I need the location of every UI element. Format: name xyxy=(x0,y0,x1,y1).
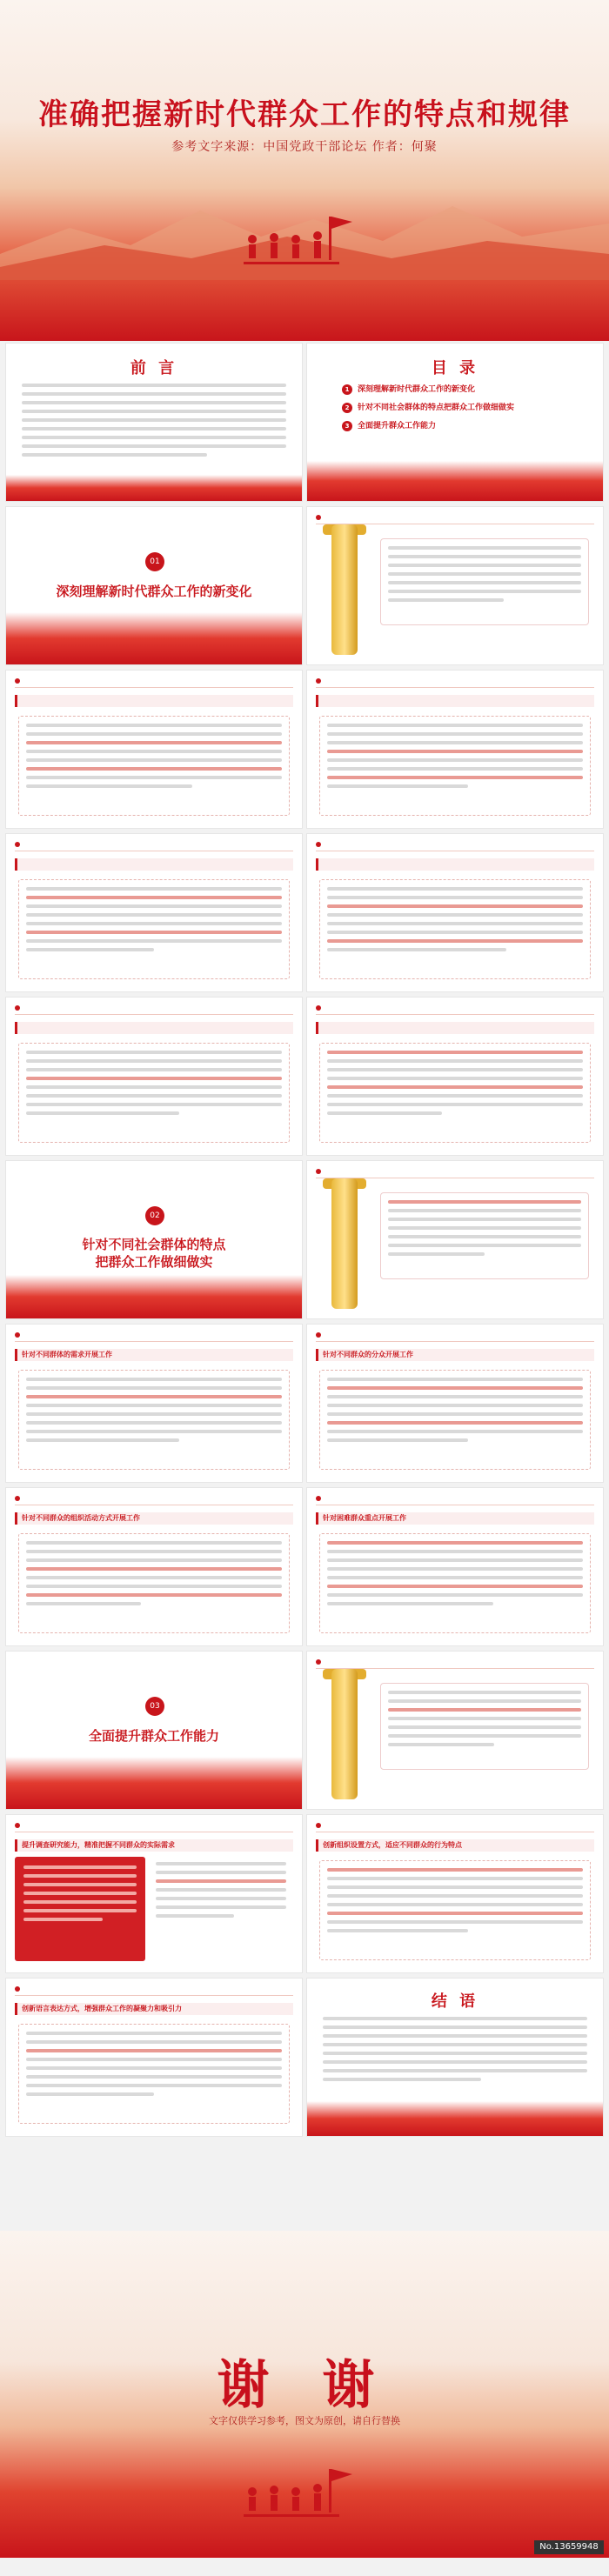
sub-slide-d[interactable] xyxy=(306,1487,604,1646)
runners-flag-icon xyxy=(235,2466,357,2526)
toc-slide[interactable] xyxy=(306,343,604,502)
toc-item-3[interactable]: 3 全面提升群众工作能力 xyxy=(342,422,587,431)
sub-slide-c[interactable] xyxy=(5,1487,303,1646)
section1-badge: 01 xyxy=(145,552,164,571)
pillar-slide-2[interactable] xyxy=(306,1160,604,1319)
sub-f-title: 创新组织设置方式，适应不同群众的行为特点 xyxy=(316,1839,594,1852)
sub-e-title: 提升调查研究能力，精准把握不同群众的实际需求 xyxy=(15,1839,293,1852)
content-slide-6[interactable] xyxy=(306,997,604,1156)
sub-slide-g[interactable] xyxy=(5,1978,303,2137)
runners-flag-icon xyxy=(235,213,357,274)
quote-box xyxy=(380,538,589,625)
conclusion-slide[interactable] xyxy=(306,1978,604,2137)
toc-item-1[interactable]: 1 深刻理解新时代群众工作的新变化 xyxy=(342,385,587,395)
sub-slide-a[interactable] xyxy=(5,1324,303,1483)
preface-slide[interactable] xyxy=(5,343,303,502)
cover-title: 准确把握新时代群众工作的特点和规律 xyxy=(38,97,571,132)
sub-slide-e[interactable] xyxy=(5,1814,303,1973)
thanks-title: 谢 谢 xyxy=(217,2355,392,2416)
pillar-slide[interactable] xyxy=(306,506,604,665)
thanks-slide[interactable] xyxy=(0,2231,609,2558)
section1-title: 深刻理解新时代群众工作的新变化 xyxy=(56,584,252,599)
toc-list xyxy=(342,385,587,440)
sub-g-title: 创新语言表达方式，增强群众工作的凝聚力和吸引力 xyxy=(15,2003,293,2015)
cover-subtitle: 参考文字来源：中国党政干部论坛 作者：何聚 xyxy=(171,140,438,154)
preface-text xyxy=(22,384,286,462)
sub-slide-f[interactable] xyxy=(306,1814,604,1973)
content-slide-5[interactable] xyxy=(5,997,303,1156)
conclusion-title: 结 语 xyxy=(431,1992,479,2011)
section3-title: 全面提升群众工作能力 xyxy=(88,1728,219,1744)
section3-badge: 03 xyxy=(145,1697,164,1716)
content-slide-2[interactable] xyxy=(306,670,604,829)
section3-slide[interactable] xyxy=(5,1651,303,1810)
content-slide-4[interactable] xyxy=(306,833,604,992)
thanks-subtitle: 文字仅供学习参考，图文为原创，请自行替换 xyxy=(209,2415,400,2426)
sub-slide-b[interactable] xyxy=(306,1324,604,1483)
sub-a-title: 针对不同群体的需求开展工作 xyxy=(15,1349,293,1361)
red-text-box xyxy=(15,1857,145,1961)
watermark-id: No.13659948 xyxy=(534,2540,604,2554)
section1-slide[interactable] xyxy=(5,506,303,665)
section2-title: 针对不同社会群体的特点 把群众工作做细做实 xyxy=(82,1237,226,1270)
sub-b-title: 针对不同群众的分众开展工作 xyxy=(316,1349,594,1361)
section2-badge: 02 xyxy=(145,1206,164,1225)
sub-c-title: 针对不同群众的组织活动方式开展工作 xyxy=(15,1512,293,1525)
toc-item-2[interactable]: 2 针对不同社会群体的特点把群众工作做细做实 xyxy=(342,404,587,413)
content-slide-3[interactable] xyxy=(5,833,303,992)
pillar-slide-3[interactable] xyxy=(306,1651,604,1810)
toc-title: 目 录 xyxy=(431,359,479,377)
cover-slide[interactable] xyxy=(0,0,609,341)
section2-slide[interactable] xyxy=(5,1160,303,1319)
content-slide-1[interactable] xyxy=(5,670,303,829)
preface-title: 前 言 xyxy=(130,359,178,377)
sub-d-title: 针对困难群众重点开展工作 xyxy=(316,1512,594,1525)
